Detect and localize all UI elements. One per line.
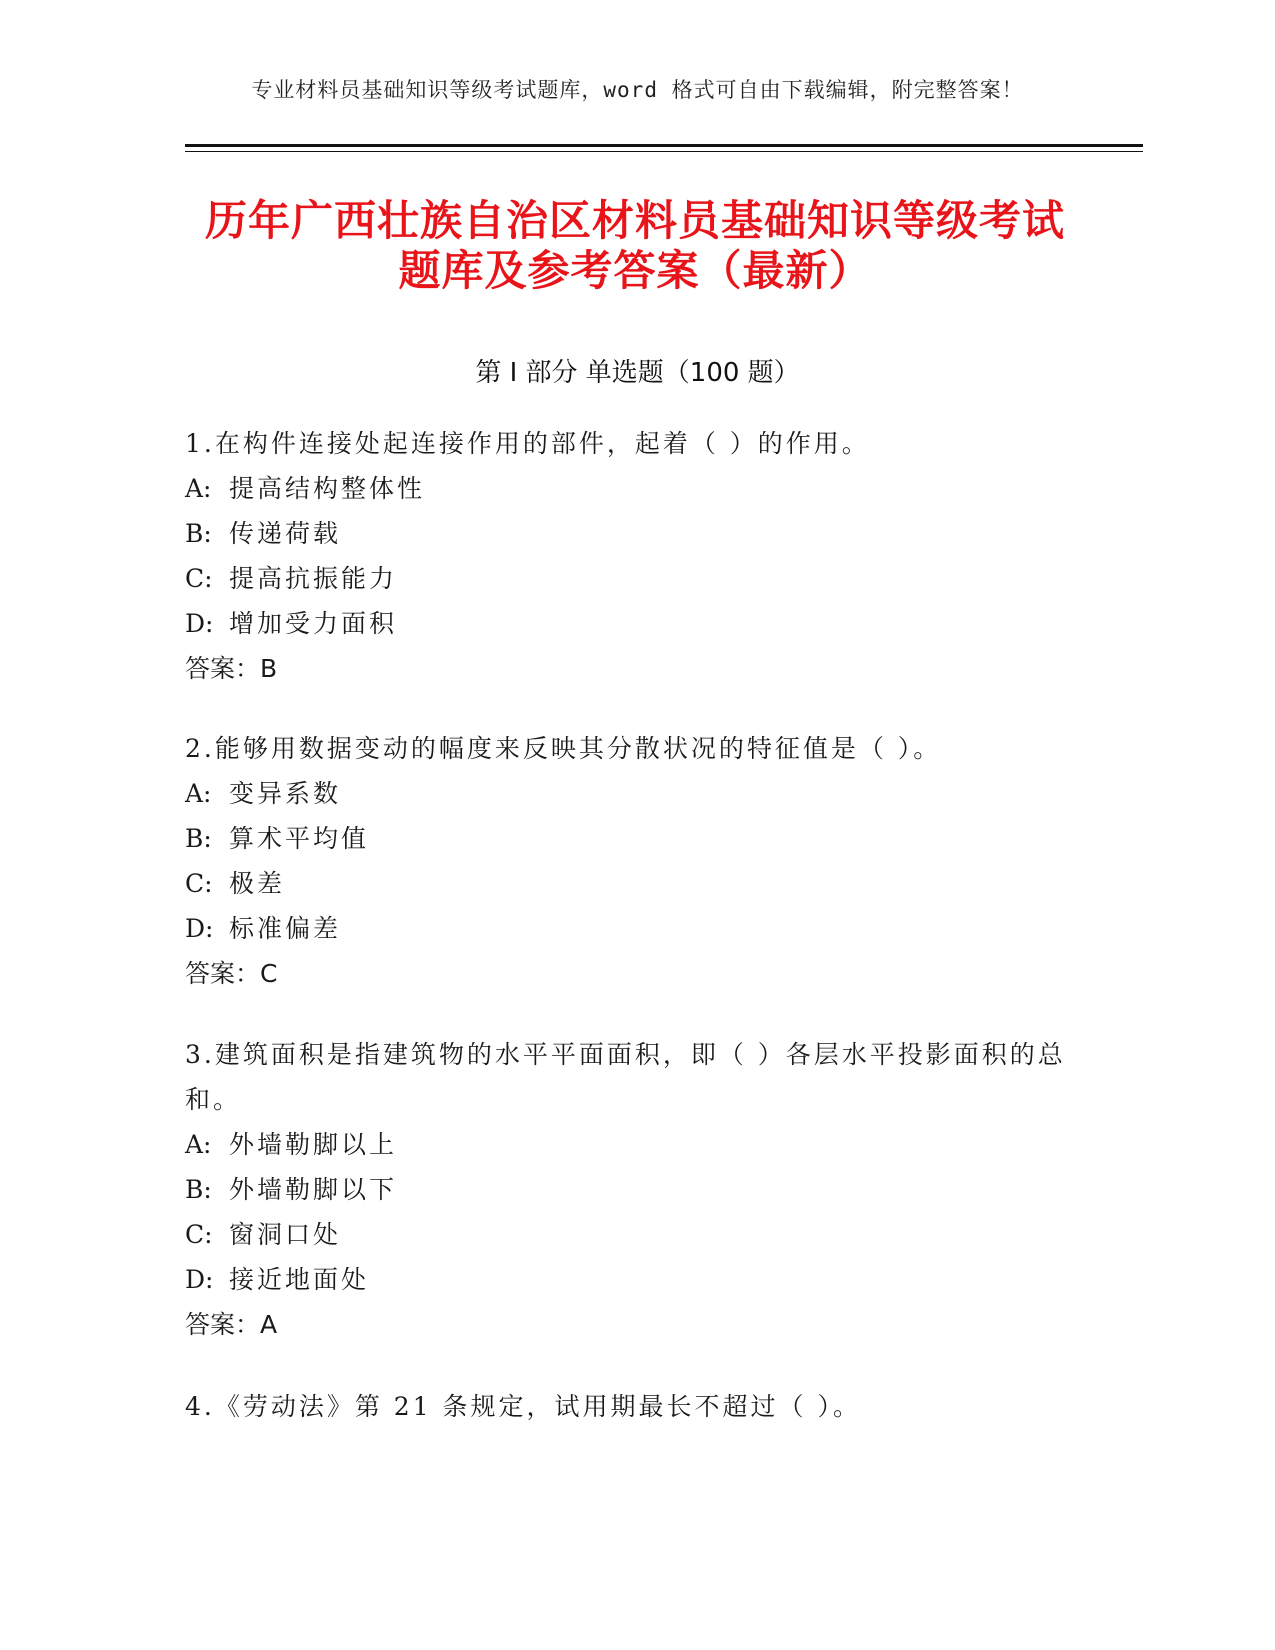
question-1 bbox=[185, 421, 1085, 691]
option-d bbox=[185, 601, 1085, 646]
option-key: C: bbox=[185, 869, 213, 898]
option-text: 接近地面处 bbox=[229, 1265, 370, 1294]
header-rule-thick bbox=[185, 144, 1143, 147]
option-key: D: bbox=[185, 914, 214, 943]
question-stem: 2.能够用数据变动的幅度来反映其分散状况的特征值是（ ）。 bbox=[185, 734, 942, 763]
option-b bbox=[185, 1167, 1085, 1212]
question-3 bbox=[185, 1032, 1085, 1347]
option-key: D: bbox=[185, 1265, 214, 1294]
header-note: 专业材料员基础知识等级考试题库，word 格式可自由下载编辑，附完整答案！ bbox=[251, 78, 1024, 102]
option-key: C: bbox=[185, 1220, 213, 1249]
option-c bbox=[185, 1212, 1085, 1257]
answer: 答案：A bbox=[185, 1310, 278, 1339]
option-text: 极差 bbox=[229, 869, 286, 898]
option-a bbox=[185, 771, 1085, 816]
option-text: 传递荷载 bbox=[229, 519, 342, 548]
document-title: 历年广西壮族自治区材料员基础知识等级考试题库及参考答案（最新） bbox=[204, 196, 1065, 295]
option-b bbox=[185, 816, 1085, 861]
question-stem: 3.建筑面积是指建筑物的水平平面面积，即（ ）各层水平投影面积的总和。 bbox=[185, 1040, 1066, 1114]
option-key: B: bbox=[185, 1175, 212, 1204]
option-text: 标准偏差 bbox=[229, 914, 342, 943]
header-rule-thin bbox=[185, 151, 1143, 152]
option-text: 窗洞口处 bbox=[229, 1220, 342, 1249]
option-key: C: bbox=[185, 564, 213, 593]
option-key: B: bbox=[185, 824, 212, 853]
option-text: 增加受力面积 bbox=[229, 609, 398, 638]
option-text: 外墙勒脚以下 bbox=[229, 1175, 398, 1204]
section-title: 第 I 部分 单选题（100 题） bbox=[475, 358, 800, 388]
option-c bbox=[185, 556, 1085, 601]
option-c bbox=[185, 861, 1085, 906]
question-stem: 4.《劳动法》第 21 条规定，试用期最长不超过（ ）。 bbox=[185, 1392, 862, 1421]
question-stem: 1.在构件连接处起连接作用的部件，起着（ ）的作用。 bbox=[185, 429, 870, 458]
option-a bbox=[185, 466, 1085, 511]
option-key: D: bbox=[185, 609, 214, 638]
option-key: A: bbox=[185, 1130, 212, 1159]
option-a bbox=[185, 1122, 1085, 1167]
option-b bbox=[185, 511, 1085, 556]
question-4 bbox=[185, 1384, 1085, 1429]
answer: 答案：B bbox=[185, 654, 278, 683]
option-text: 算术平均值 bbox=[229, 824, 370, 853]
option-text: 提高抗振能力 bbox=[229, 564, 398, 593]
option-text: 变异系数 bbox=[229, 779, 342, 808]
question-2 bbox=[185, 726, 1085, 996]
option-key: A: bbox=[185, 779, 212, 808]
option-key: B: bbox=[185, 519, 212, 548]
option-text: 提高结构整体性 bbox=[229, 474, 426, 503]
option-d bbox=[185, 906, 1085, 951]
option-key: A: bbox=[185, 474, 212, 503]
option-text: 外墙勒脚以上 bbox=[229, 1130, 398, 1159]
option-d bbox=[185, 1257, 1085, 1302]
answer: 答案：C bbox=[185, 959, 278, 988]
